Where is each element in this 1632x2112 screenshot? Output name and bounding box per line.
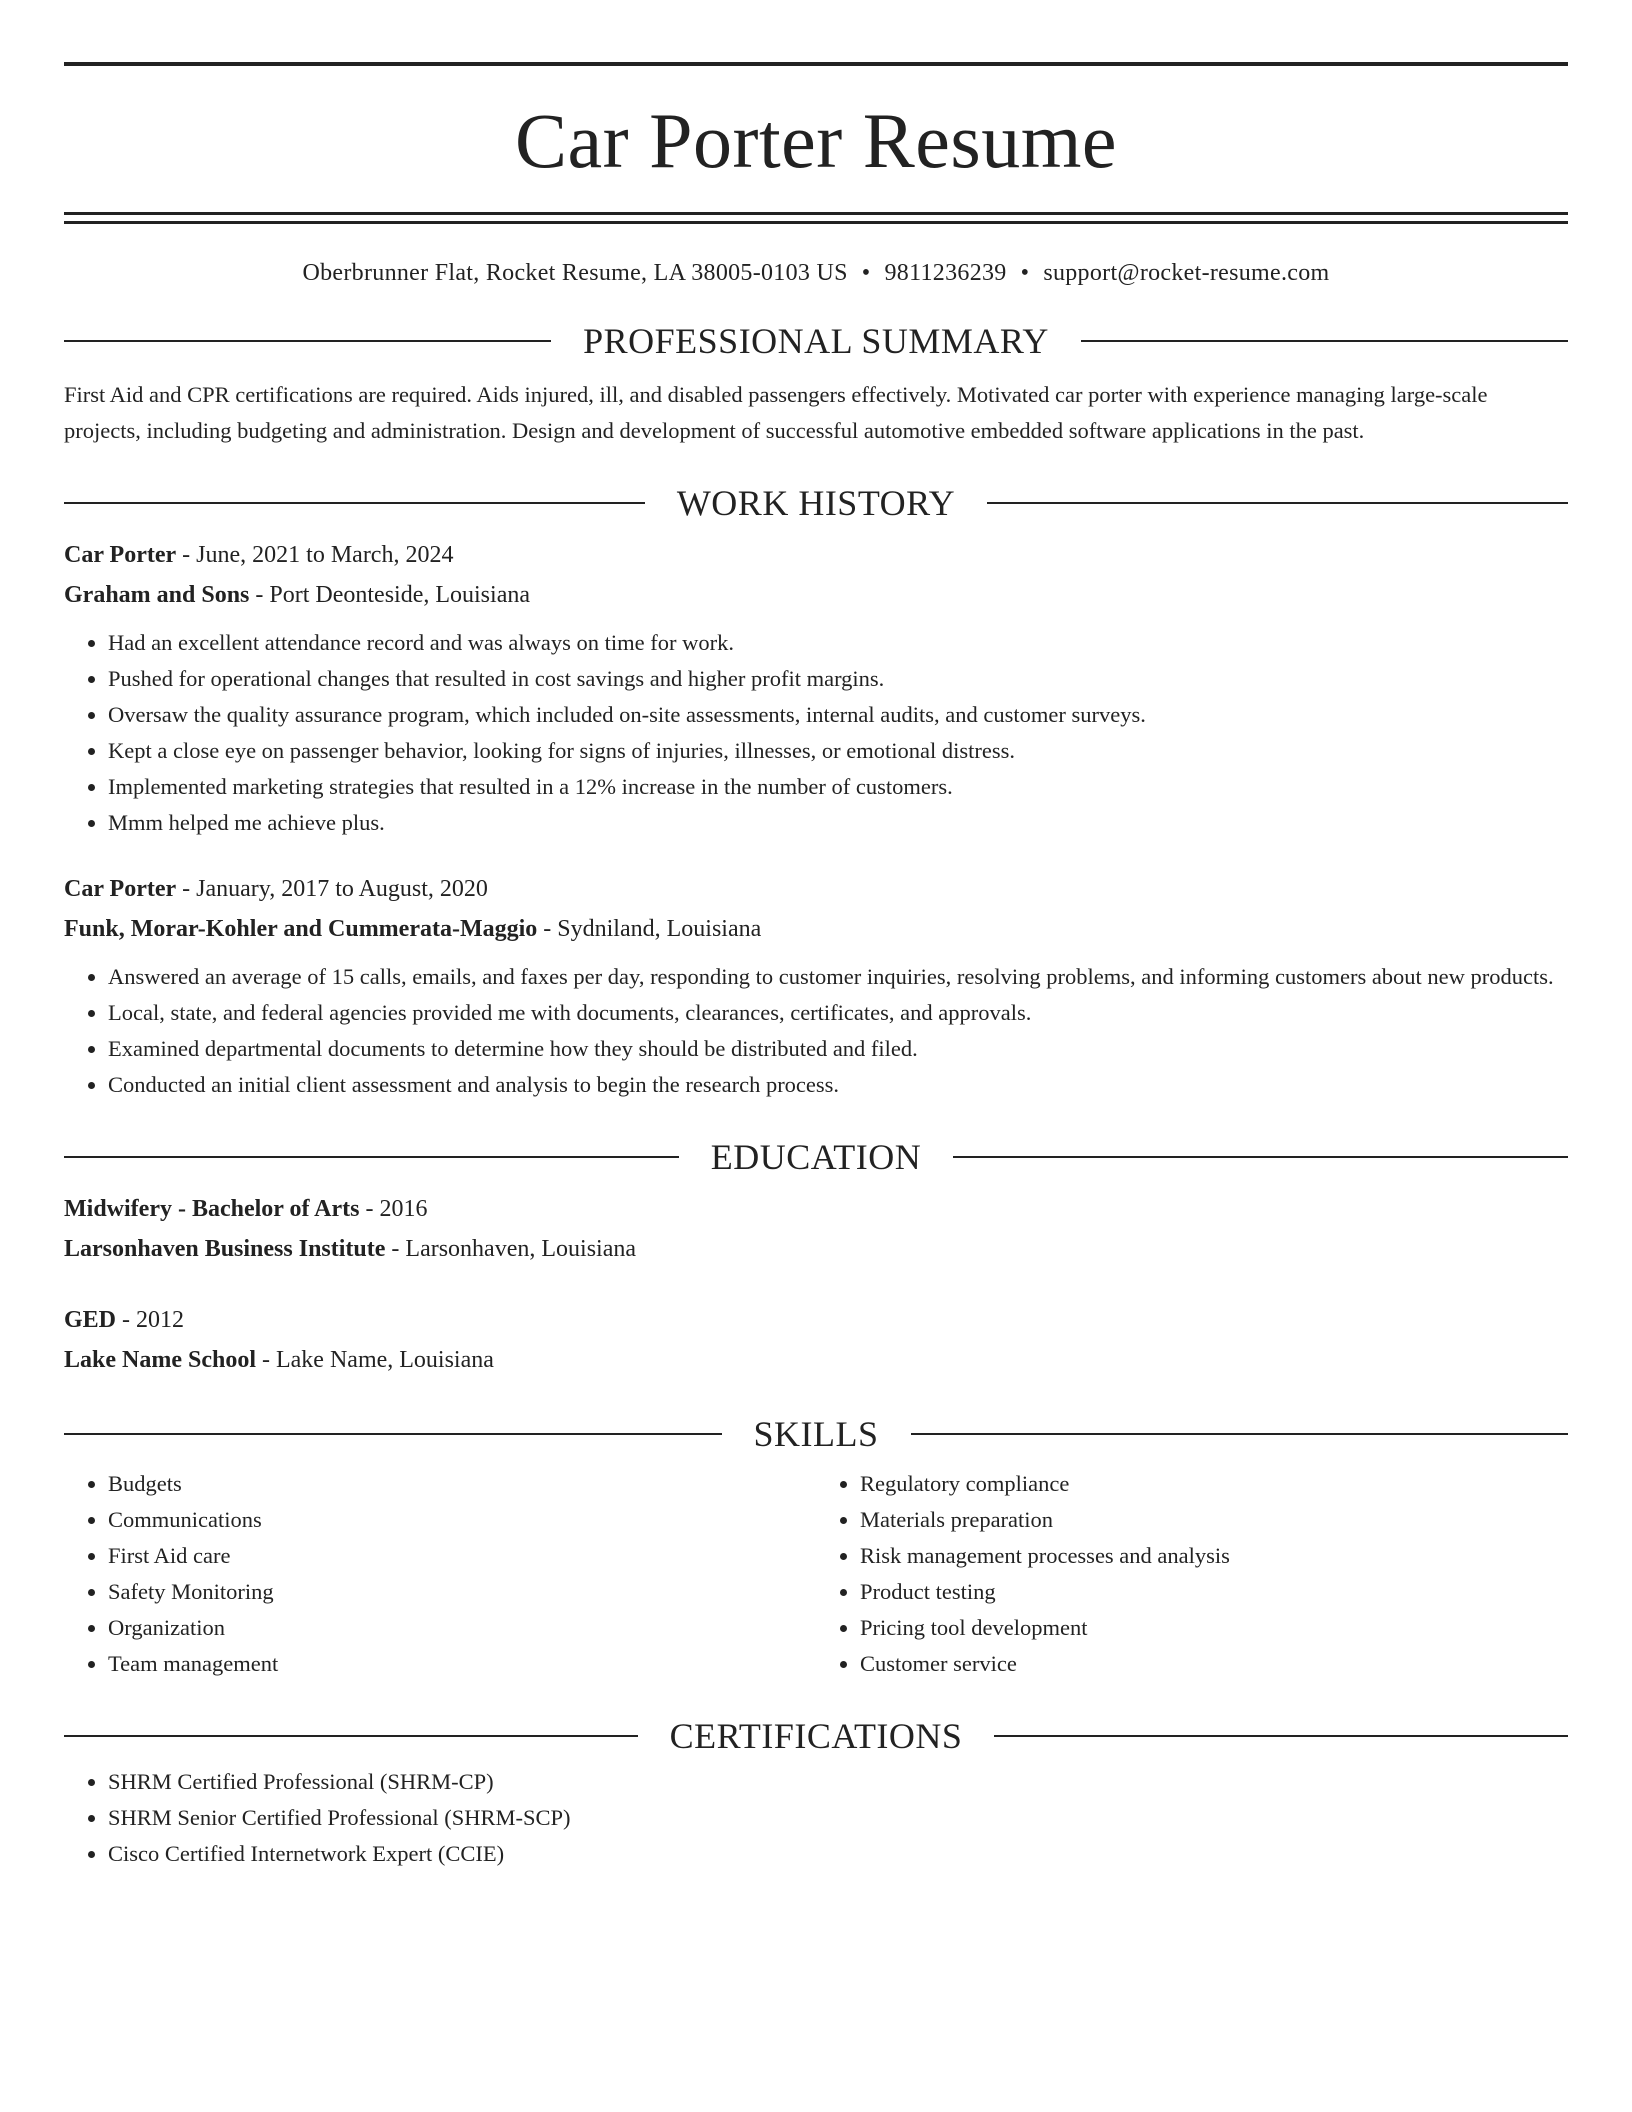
list-item: • Answered an average of 15 calls, emails, and faxes per day, responding to customer inquiries, resolving problems, and informing customers about new products. xyxy=(108,959,1568,995)
list-item: • First Aid care xyxy=(108,1538,816,1574)
list-item: • Customer service xyxy=(860,1646,1568,1682)
job-entry xyxy=(64,869,1568,1103)
skills-list-left xyxy=(64,1466,816,1682)
job-title: Car Porter xyxy=(64,542,177,568)
education-entry xyxy=(64,1300,1568,1380)
job-entry xyxy=(64,535,1568,841)
section-header-work-history xyxy=(64,485,1568,521)
resume-title: Car Porter Resume xyxy=(514,97,1118,184)
section-header-education xyxy=(64,1139,1568,1175)
section-rule xyxy=(64,502,645,504)
education-year: - 2016 xyxy=(359,1196,428,1222)
section-rule xyxy=(64,1156,679,1158)
list-item: • Implemented marketing strategies that resulted in a 12% increase in the number of customers. xyxy=(108,769,1568,805)
section-title: PROFESSIONAL SUMMARY xyxy=(583,321,1049,361)
contact-phone: 9811236239 xyxy=(884,260,1007,286)
section-header-certifications xyxy=(64,1718,1568,1754)
job-company: Funk, Morar-Kohler and Cummerata-Maggio xyxy=(64,916,538,942)
list-item: • Kept a close eye on passenger behavior, looking for signs of injuries, illnesses, or emotional distress. xyxy=(108,733,1568,769)
title-double-rule xyxy=(64,212,1568,224)
list-item: • Safety Monitoring xyxy=(108,1574,816,1610)
section-title: WORK HISTORY xyxy=(676,483,956,523)
list-item: • Communications xyxy=(108,1502,816,1538)
education-location: - Larsonhaven, Louisiana xyxy=(385,1236,637,1262)
job-dates: - June, 2021 to March, 2024 xyxy=(176,542,454,568)
section-rule xyxy=(1081,340,1568,342)
list-item: • Mmm helped me achieve plus. xyxy=(108,805,1568,841)
contact-separator: • xyxy=(1020,260,1030,286)
job-title-line xyxy=(64,869,1568,909)
section-rule xyxy=(64,1735,638,1737)
education-year: - 2012 xyxy=(116,1307,185,1333)
job-title: Car Porter xyxy=(64,876,177,902)
education-school-line xyxy=(64,1229,1568,1269)
job-company-line xyxy=(64,575,1568,615)
education-degree: Midwifery - Bachelor of Arts xyxy=(64,1196,360,1222)
list-item: • Pricing tool development xyxy=(860,1610,1568,1646)
list-item: • Materials preparation xyxy=(860,1502,1568,1538)
skills-list-right xyxy=(816,1466,1568,1682)
job-bullets xyxy=(64,625,1568,841)
job-dates: - January, 2017 to August, 2020 xyxy=(176,876,488,902)
section-title: EDUCATION xyxy=(710,1137,922,1177)
contact-address: Oberbrunner Flat, Rocket Resume, LA 38005-0103 US xyxy=(302,260,848,286)
list-item: • Team management xyxy=(108,1646,816,1682)
education-degree: GED xyxy=(64,1307,117,1333)
job-company: Graham and Sons xyxy=(64,582,250,608)
section-title: SKILLS xyxy=(753,1414,879,1454)
contact-email: support@rocket-resume.com xyxy=(1043,260,1330,286)
education-entry xyxy=(64,1189,1568,1269)
job-company-line xyxy=(64,909,1568,949)
job-title-line xyxy=(64,535,1568,575)
list-item: • SHRM Senior Certified Professional (SHRM-SCP) xyxy=(108,1800,1568,1836)
education-location: - Lake Name, Louisiana xyxy=(256,1347,494,1373)
job-bullets xyxy=(64,959,1568,1103)
section-rule xyxy=(64,1433,722,1435)
summary-text: First Aid and CPR certifications are required. Aids injured, ill, and disabled passengers effectively. Motivated car porter with experience managing large-scale projects, including budgeting and administration. Design and development of successful automotive embedded software applications in the past. xyxy=(64,382,1488,443)
job-location: - Port Deonteside, Louisiana xyxy=(249,582,530,608)
list-item: • Oversaw the quality assurance program, which included on-site assessments, internal audits, and customer surveys. xyxy=(108,697,1568,733)
section-title: CERTIFICATIONS xyxy=(669,1716,963,1756)
list-item: • Regulatory compliance xyxy=(860,1466,1568,1502)
section-rule xyxy=(987,502,1568,504)
job-location: - Sydniland, Louisiana xyxy=(537,916,762,942)
education-school-line xyxy=(64,1340,1568,1380)
list-item: • Budgets xyxy=(108,1466,816,1502)
education-school: Larsonhaven Business Institute xyxy=(64,1236,386,1262)
list-item: • Local, state, and federal agencies provided me with documents, clearances, certificates, and approvals. xyxy=(108,995,1568,1031)
education-school: Lake Name School xyxy=(64,1347,256,1373)
section-header-skills xyxy=(64,1416,1568,1452)
list-item: • Product testing xyxy=(860,1574,1568,1610)
list-item: • Had an excellent attendance record and was always on time for work. xyxy=(108,625,1568,661)
skills-columns xyxy=(64,1466,1568,1682)
list-item: • Examined departmental documents to determine how they should be distributed and filed. xyxy=(108,1031,1568,1067)
list-item: • Pushed for operational changes that resulted in cost savings and higher profit margins. xyxy=(108,661,1568,697)
top-rule xyxy=(64,62,1568,66)
contact-separator: • xyxy=(861,260,871,286)
list-item: • Organization xyxy=(108,1610,816,1646)
certifications-list xyxy=(64,1764,1568,1872)
list-item: • Conducted an initial client assessment and analysis to begin the research process. xyxy=(108,1067,1568,1103)
section-header-summary xyxy=(64,323,1568,359)
list-item: • Cisco Certified Internetwork Expert (CCIE) xyxy=(108,1836,1568,1872)
section-rule xyxy=(64,340,551,342)
section-rule xyxy=(911,1433,1569,1435)
contact-line xyxy=(64,260,1568,287)
education-degree-line xyxy=(64,1189,1568,1229)
education-degree-line xyxy=(64,1300,1568,1340)
list-item: • Risk management processes and analysis xyxy=(860,1538,1568,1574)
list-item: • SHRM Certified Professional (SHRM-CP) xyxy=(108,1764,1568,1800)
section-rule xyxy=(994,1735,1568,1737)
section-rule xyxy=(953,1156,1568,1158)
